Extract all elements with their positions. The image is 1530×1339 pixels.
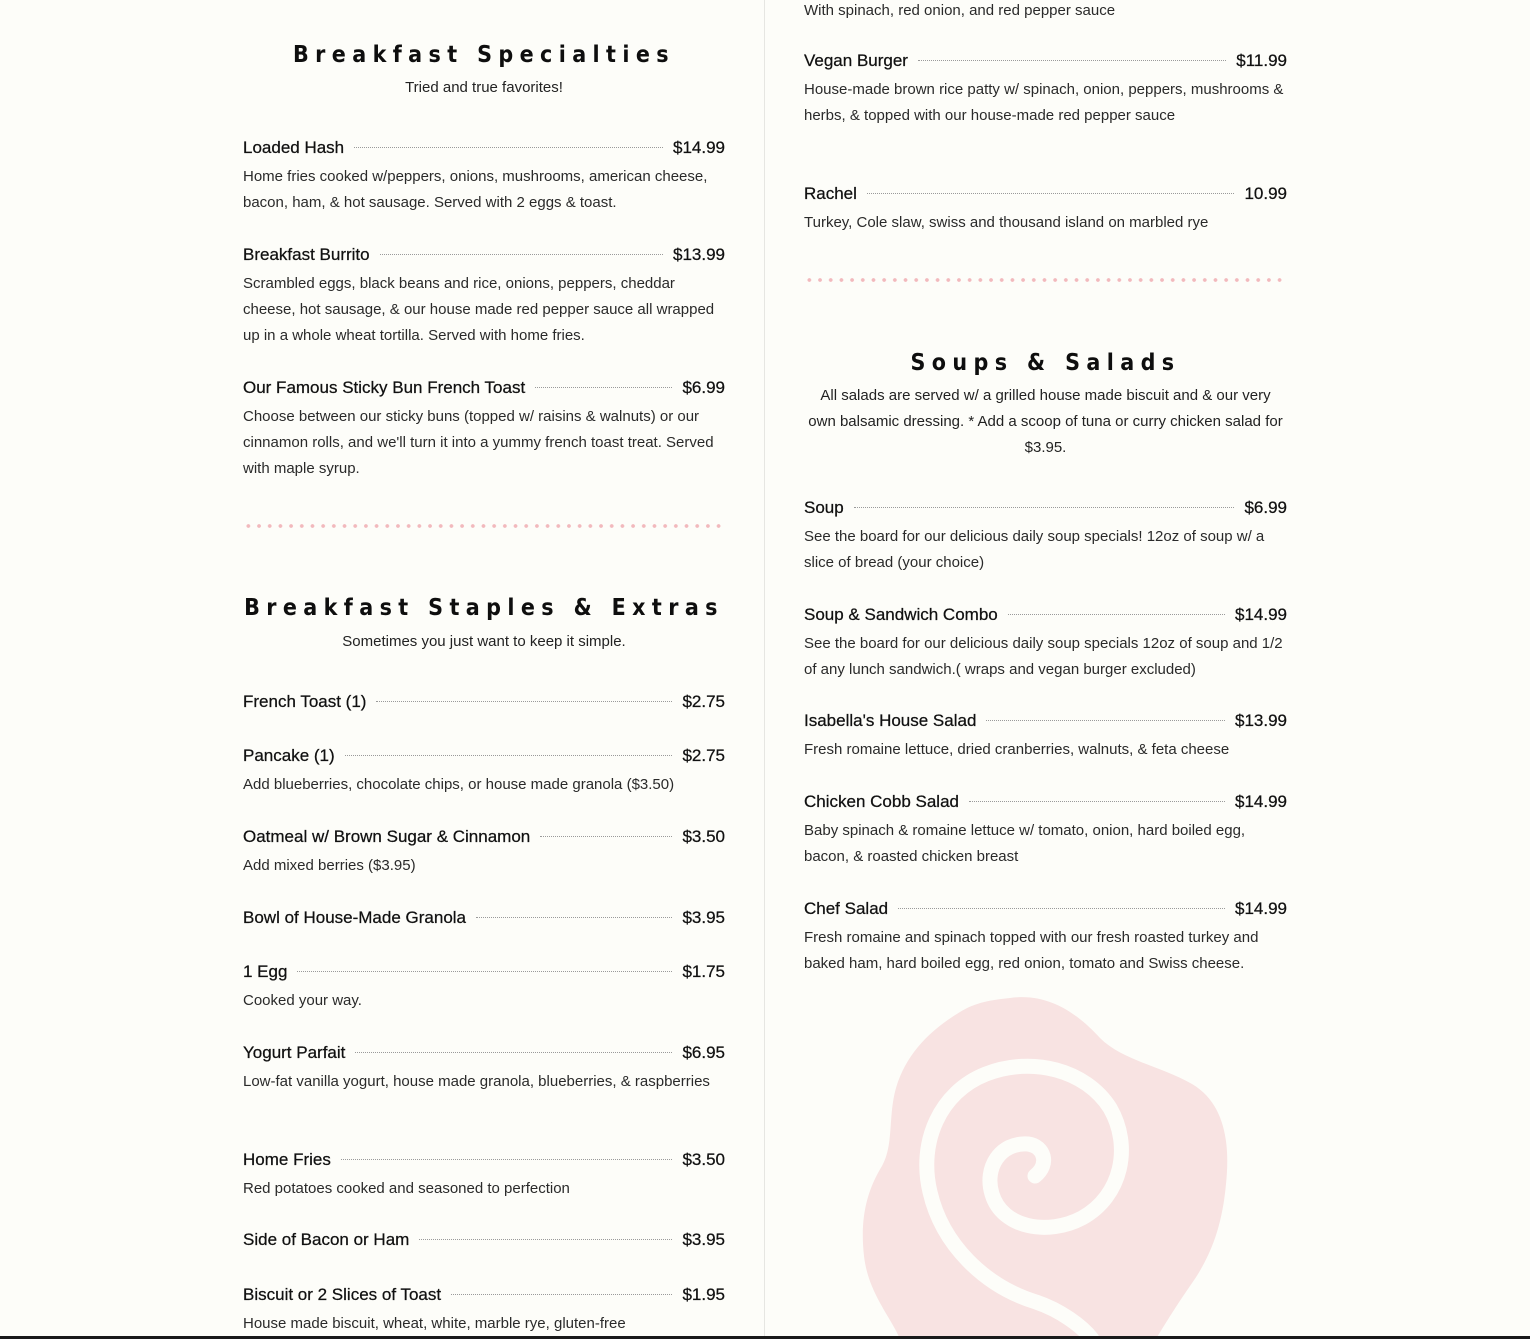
item-name: Bowl of House-Made Granola [243, 908, 467, 927]
menu-item [243, 746, 725, 798]
dotted-leader [918, 60, 1226, 61]
item-price: $14.99 [1235, 605, 1287, 624]
dotted-separator [804, 278, 1287, 282]
item-name: Oatmeal w/ Brown Sugar & Cinnamon [243, 827, 531, 846]
item-name: Home Fries [243, 1150, 331, 1169]
dotted-leader [867, 193, 1235, 194]
dotted-leader [354, 147, 663, 148]
menu-item [804, 792, 1287, 870]
item-name: Vegan Burger [804, 51, 908, 70]
menu-item [243, 827, 725, 879]
item-price: $6.95 [682, 1043, 725, 1062]
item-name: Rachel [804, 184, 857, 203]
item-description: See the board for our delicious daily soup specials! 12oz of soup w/ a slice of bread (your choice) [804, 528, 1265, 571]
item-name: Soup [804, 498, 844, 517]
dotted-leader [380, 254, 663, 255]
dotted-leader [476, 917, 672, 918]
menu-item [243, 1285, 725, 1337]
dotted-leader [451, 1294, 672, 1295]
menu-item [804, 605, 1287, 683]
dotted-leader [419, 1239, 672, 1240]
item-description: Scrambled eggs, black beans and rice, onions, peppers, cheddar cheese, hot sausage, & our house made red pepper sauce all wrapped up in a whole wheat tortilla. Served with home fries. [243, 275, 715, 344]
section-subtitle-breakfast-specialties: Tried and true favorites! [405, 79, 563, 96]
item-price: $3.50 [682, 827, 725, 846]
menu-item [804, 711, 1287, 763]
item-price: 10.99 [1244, 184, 1287, 203]
section-title-breakfast-staples: Breakfast Staples & Extras [244, 595, 724, 621]
item-description: Red potatoes cooked and seasoned to perfection [243, 1180, 570, 1197]
item-price: $13.99 [1235, 711, 1287, 730]
item-description: Choose between our sticky buns (topped w/ raisins & walnuts) or our cinnamon rolls, and we'll turn it into a yummy french toast treat. Served with maple syrup. [243, 408, 714, 477]
menu-item [243, 908, 725, 932]
item-name: French Toast (1) [243, 692, 367, 711]
item-price: $14.99 [673, 138, 725, 157]
item-description: House made biscuit, wheat, white, marble rye, gluten-free [243, 1315, 626, 1332]
item-description: Turkey, Cole slaw, swiss and thousand island on marbled rye [804, 214, 1209, 231]
item-description: Add blueberries, chocolate chips, or house made granola ($3.50) [243, 776, 675, 793]
item-description: Fresh romaine lettuce, dried cranberries, walnuts, & feta cheese [804, 741, 1230, 758]
menu-item [243, 1150, 725, 1202]
item-price: $3.50 [682, 1150, 725, 1169]
section-title-breakfast-specialties: Breakfast Specialties [293, 42, 675, 68]
item-description: Low-fat vanilla yogurt, house made granola, blueberries, & raspberries [243, 1073, 710, 1090]
item-name: Loaded Hash [243, 138, 345, 157]
dotted-leader [355, 1052, 672, 1053]
dotted-leader [986, 720, 1225, 721]
dotted-leader [376, 701, 672, 702]
dotted-leader [297, 971, 672, 972]
dotted-leader [898, 908, 1225, 909]
menu-item [243, 692, 725, 716]
item-price: $14.99 [1235, 792, 1287, 811]
item-name: Chicken Cobb Salad [804, 792, 959, 811]
item-description: With spinach, red onion, and red pepper sauce [804, 2, 1116, 19]
item-price: $11.99 [1236, 51, 1287, 70]
item-description: Baby spinach & romaine lettuce w/ tomato, onion, hard boiled egg, bacon, & roasted chicken breast [804, 822, 1246, 865]
dotted-leader [341, 1159, 673, 1160]
item-name: 1 Egg [243, 962, 288, 981]
item-name: Biscuit or 2 Slices of Toast [243, 1285, 442, 1304]
item-name: Breakfast Burrito [243, 245, 370, 264]
menu-item [804, 51, 1287, 129]
menu-item [804, 899, 1287, 977]
item-price: $13.99 [673, 245, 725, 264]
item-price: $3.95 [682, 908, 725, 927]
item-price: $1.95 [682, 1285, 725, 1304]
dotted-leader [854, 507, 1235, 508]
menu-item [243, 138, 725, 216]
item-description: House-made brown rice patty w/ spinach, onion, peppers, mushrooms & herbs, & topped with our house-made red pepper sauce [804, 81, 1284, 124]
item-description: See the board for our delicious daily soup specials 12oz of soup and 1/2 of any lunch sandwich.( wraps and vegan burger excluded) [804, 635, 1283, 678]
item-name: Side of Bacon or Ham [243, 1230, 410, 1249]
item-name: Soup & Sandwich Combo [804, 605, 998, 624]
dotted-leader [535, 387, 672, 388]
section-title-soups-salads: Soups & Salads [910, 350, 1181, 376]
menu-item [243, 378, 725, 482]
item-description: Add mixed berries ($3.95) [243, 857, 416, 874]
menu-item [804, 184, 1287, 236]
item-price: $6.99 [1244, 498, 1287, 517]
dotted-leader [969, 801, 1225, 802]
menu-item [243, 1230, 725, 1254]
menu-item [804, 498, 1287, 576]
column-divider [764, 0, 765, 1339]
section-subtitle-soups-salads: All salads are served w/ a grilled house made biscuit and & our very own balsamic dressing. * Add a scoop of tuna or curry chicken salad for $3.95. [808, 387, 1283, 456]
menu-item [243, 245, 725, 349]
item-price: $14.99 [1235, 899, 1287, 918]
section-subtitle-breakfast-staples: Sometimes you just want to keep it simple. [342, 633, 626, 650]
dotted-leader [540, 836, 672, 837]
dotted-leader [1008, 614, 1225, 615]
item-description: Home fries cooked w/peppers, onions, mushrooms, american cheese, bacon, ham, & hot sausage. Served with 2 eggs & toast. [243, 168, 708, 211]
dotted-leader [345, 755, 673, 756]
item-name: Isabella's House Salad [804, 711, 977, 730]
item-price: $2.75 [682, 692, 725, 711]
item-name: Pancake (1) [243, 746, 335, 765]
item-price: $6.99 [682, 378, 725, 397]
item-name: Yogurt Parfait [243, 1043, 346, 1062]
menu-item [243, 962, 725, 1014]
item-name: Our Famous Sticky Bun French Toast [243, 378, 526, 397]
item-description: Cooked your way. [243, 992, 362, 1009]
item-description: Fresh romaine and spinach topped with our fresh roasted turkey and baked ham, hard boiled egg, red onion, tomato and Swiss cheese. [804, 929, 1259, 972]
menu-item [243, 1043, 725, 1095]
dotted-separator [243, 524, 725, 528]
item-name: Chef Salad [804, 899, 889, 918]
cinnamon-roll-swirl-icon [860, 996, 1230, 1339]
item-price: $3.95 [682, 1230, 725, 1249]
item-price: $2.75 [682, 746, 725, 765]
item-price: $1.75 [682, 962, 725, 981]
